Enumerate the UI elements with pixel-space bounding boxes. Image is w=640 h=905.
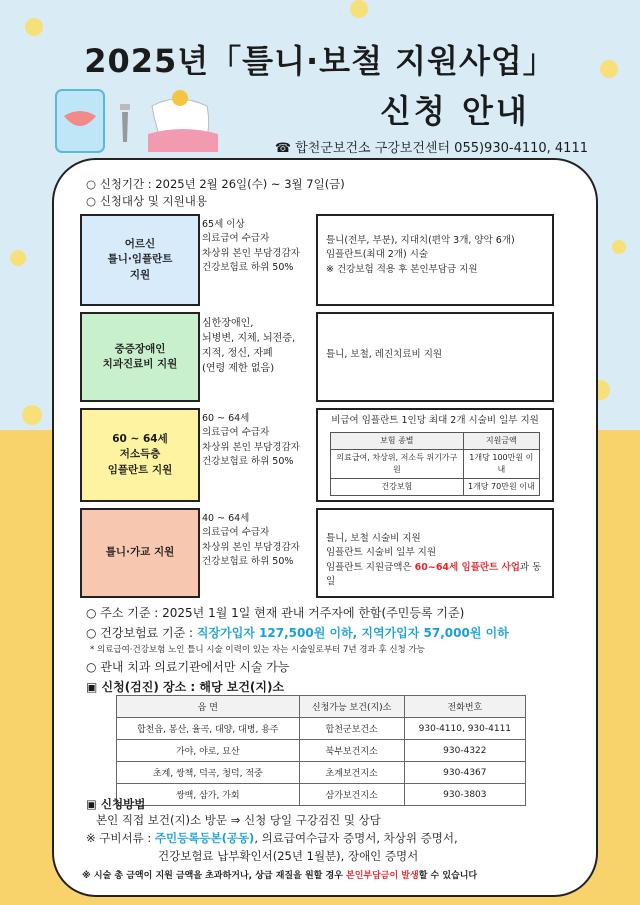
group-eligibility	[202, 408, 312, 469]
insurance-highlight: 직장가입자 127,500원 이하, 지역가입자 57,000원 이하	[196, 626, 509, 640]
table-row	[117, 762, 526, 784]
subsidy-cell: 의료급여, 차상위, 저소득 위기가구원	[331, 450, 464, 479]
insurance-label: ○ 건강보험료 기준 :	[86, 626, 197, 640]
support-line	[326, 561, 544, 590]
group-support	[316, 214, 554, 306]
group-name-line: 틀니·임플란트	[107, 253, 173, 266]
eligibility-line: 차상위 본인 부담경감자	[202, 247, 300, 259]
support-group	[80, 508, 556, 598]
eligibility-line: 차상위 본인 부담경감자	[202, 541, 300, 553]
location-header: 전화번호	[404, 696, 525, 718]
location-phone: 930-4110, 930-4111	[404, 718, 525, 740]
location-center: 북부보건지소	[299, 740, 404, 762]
eligibility-line: 건강보험료 하위 50%	[202, 555, 294, 567]
eligibility-line: 40 ~ 64세	[202, 513, 250, 524]
support-text: 과 동일	[326, 561, 542, 587]
location-center: 초계보건지소	[299, 762, 404, 784]
group-category	[80, 214, 200, 306]
target-text: ○ 신청대상 및 지원내용	[86, 194, 207, 208]
support-title: 비급여 임플란트 1인당 최대 2개 시술비 일부 지원	[331, 415, 539, 426]
group-name-line: 지원	[129, 268, 151, 281]
documents-line2: 건강보험료 납부확인서(25년 1월분), 장애인 증명서	[158, 849, 419, 863]
decor-dot	[22, 405, 42, 425]
eligibility-line: 의료급여 수급자	[202, 527, 270, 539]
support-group	[80, 408, 556, 502]
subsidy-cell: 건강보험	[331, 479, 464, 496]
location-phone: 930-3803	[404, 784, 525, 806]
decor-dot	[612, 240, 626, 254]
eligibility-line: 차상위 본인 부담경감자	[202, 441, 300, 453]
support-group	[80, 214, 556, 306]
group-name-line: 60 ~ 64세	[112, 433, 168, 446]
group-name-line: 중증장애인	[114, 342, 166, 355]
documents-rest: , 의료급여수급자 증명서, 차상위 증명서,	[254, 831, 458, 845]
eligibility-line: 의료급여 수급자	[202, 427, 270, 439]
group-category	[80, 508, 200, 598]
eligibility-line: 65세 이상	[202, 219, 245, 230]
group-eligibility	[202, 312, 312, 376]
page-subtitle: 신청 안내	[380, 92, 530, 130]
support-line: 틀니, 보철 시술비 지원	[326, 533, 421, 544]
documents-text	[86, 830, 458, 846]
location-area: 가야, 야로, 묘산	[117, 740, 300, 762]
page-title: 2025년「틀니·보철 지원사업」	[84, 42, 556, 80]
place-text: ▣ 신청(검진) 장소 : 해당 보건(지)소	[86, 680, 285, 694]
table-row	[117, 740, 526, 762]
group-name-line: 저소득층	[119, 448, 161, 461]
group-name-line: 틀니·가교 지원	[105, 546, 175, 559]
eligibility-line: 건강보험료 하위 50%	[202, 455, 294, 467]
address-text: ○ 주소 기준 : 2025년 1월 1일 현재 관내 거주자에 한함(주민등록 기준)	[86, 606, 465, 620]
support-line: 임플란트(최대 2개) 시술	[326, 249, 429, 261]
eligibility-line: 지적, 정신, 자폐	[202, 348, 273, 359]
subsidy-header: 보험 종별	[331, 433, 464, 450]
eligibility-line: 건강보험료 하위 50%	[202, 261, 294, 273]
dental-illustration	[52, 86, 222, 156]
location-area: 합천읍, 봉산, 율곡, 대양, 대병, 용주	[117, 718, 300, 740]
subsidy-cell: 1개당 100만원 이내	[463, 450, 539, 479]
location-phone: 930-4322	[404, 740, 525, 762]
table-row	[117, 784, 526, 806]
support-line: 임플란트 시술비 일부 지원	[326, 547, 437, 559]
group-category	[80, 408, 200, 502]
location-center: 삼가보건지소	[299, 784, 404, 806]
support-highlight: 60~64세 임플란트 사업	[414, 561, 520, 573]
footer-text: ※ 시술 총 금액이 지원 금액을 초과하거나, 상급 재질을 원할 경우	[82, 871, 346, 881]
subsidy-header: 지원금액	[463, 433, 539, 450]
footer-text: 할 수 있습니다	[418, 871, 478, 881]
group-support	[316, 408, 554, 502]
method-title: ▣ 신청방법	[86, 797, 146, 811]
eligibility-line: 의료급여 수급자	[202, 233, 270, 245]
location-area: 쌍백, 삼가, 가회	[117, 784, 300, 806]
group-name-line: 치과진료비 지원	[102, 358, 178, 370]
support-group	[80, 312, 556, 402]
footer-highlight: 본인부담금이 발생	[346, 871, 419, 881]
documents-label: ※ 구비서류 :	[86, 831, 155, 845]
location-table	[116, 695, 526, 806]
support-line: 틀니(전부, 부분), 지대치(편악 3개, 양악 6개)	[326, 235, 515, 246]
insurance-text	[86, 624, 509, 641]
group-name-line: 어르신	[124, 238, 156, 251]
period-text: ○ 신청기간 : 2025년 2월 26일(수) ~ 3월 7일(금)	[86, 177, 345, 191]
location-center: 합천군보건소	[299, 718, 404, 740]
group-support	[316, 508, 554, 598]
group-support	[316, 312, 554, 402]
decor-dot	[25, 18, 43, 36]
clinic-text: ○ 관내 치과 의료기관에서만 시술 가능	[86, 660, 290, 674]
table-row	[117, 718, 526, 740]
location-header: 신청가능 보건(지)소	[299, 696, 404, 718]
decor-dot	[350, 0, 368, 18]
group-name-line: 임플란트 지원	[107, 463, 173, 476]
support-line: 틀니, 보철, 레진치료비 지원	[326, 349, 443, 360]
subsidy-cell: 1개당 70만원 이내	[463, 479, 539, 496]
group-eligibility	[202, 214, 312, 275]
eligibility-line: 뇌병변, 지체, 뇌전증,	[202, 333, 296, 344]
support-text: 임플란트 지원금액은	[326, 561, 415, 573]
location-header: 읍 면	[117, 696, 300, 718]
insurance-note: * 의료급여·건강보험 노인 틀니 시술 이력이 있는 자는 시술일로부터 7년 경과 후 신청 가능	[90, 645, 425, 655]
support-line: ※ 건강보험 적용 후 본인부담금 지원	[326, 263, 478, 275]
contact-info: ☎ 합천군보건소 구강보건센터 055)930-4110, 4111	[274, 141, 588, 156]
subsidy-table	[330, 432, 540, 496]
decor-dot	[10, 250, 26, 266]
method-text: 본인 직접 보건(지)소 방문 ⇒ 신청 당일 구강검진 및 상담	[96, 813, 381, 827]
group-eligibility	[202, 508, 312, 569]
documents-highlight: 주민등록등본(공동)	[154, 831, 255, 845]
location-area: 초계, 쌍책, 덕곡, 청덕, 적중	[117, 762, 300, 784]
eligibility-line: 심한장애인,	[202, 318, 254, 329]
footer-note	[82, 868, 477, 881]
location-phone: 930-4367	[404, 762, 525, 784]
group-category	[80, 312, 200, 402]
eligibility-line: (연령 제한 없음)	[202, 363, 275, 374]
eligibility-line: 60 ~ 64세	[202, 413, 250, 424]
